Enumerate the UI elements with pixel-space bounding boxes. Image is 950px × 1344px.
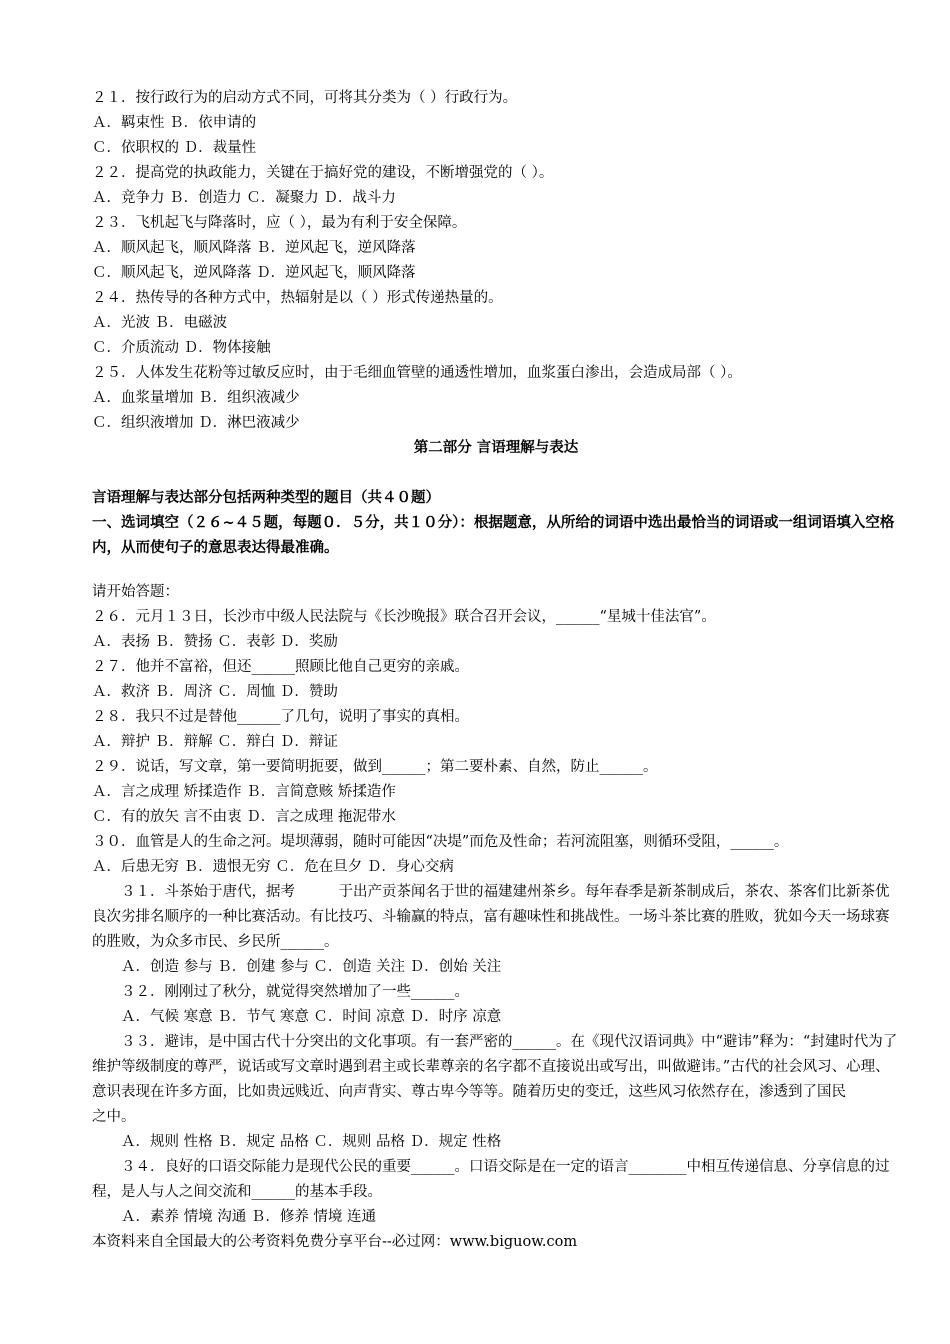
question-line: ２７．他并不富裕，但还______照顾比他自己更穷的亲戚。 bbox=[92, 659, 469, 675]
question-34: ３４．良好的口语交际能力是现代公民的重要______。口语交际是在一定的语言________中相互传递信息、分享信息的过程，是人与人之间交流和______的基本手段。 bbox=[92, 1159, 890, 1200]
question-31: ３１．斗茶始于唐代，据考 于出产贡茶闻名于世的福建建州茶乡。每年春季是新茶制成后，茶农、茶客们比新茶优良次劣排名顺序的一种比赛活动。有比技巧、斗输赢的特点，富有趣味性和挑战性。一场斗茶比赛的胜败，犹如今天一场球赛的胜败，为众多市民、乡民所______。 bbox=[92, 884, 890, 950]
questions-21-25 bbox=[92, 86, 900, 436]
option-line: Ａ．表扬 Ｂ．赞扬 Ｃ．表彰 Ｄ．奖励 bbox=[92, 634, 338, 650]
option-line: Ａ．羁束性 Ｂ．依申请的 bbox=[92, 115, 257, 131]
option-line: Ｃ．组织液增加 Ｄ．淋巴液减少 bbox=[92, 415, 300, 431]
question-line: ３０．血管是人的生命之河。堤坝薄弱，随时可能因“决堤”而危及性命；若河流阻塞，则循环受阻，______。 bbox=[92, 834, 789, 850]
question-line: ２８．我只不过是替他______了几句，说明了事实的真相。 bbox=[92, 709, 469, 725]
questions-26-30 bbox=[92, 605, 900, 880]
question-line: ２２．提高党的执政能力，关键在于搞好党的建设，不断增强党的（ ）。 bbox=[92, 165, 554, 181]
option-line: Ａ．血浆量增加 Ｂ．组织液减少 bbox=[92, 390, 300, 406]
question-line: ２１．按行政行为的启动方式不同，可将其分类为（ ）行政行为。 bbox=[92, 90, 518, 106]
question-line: ２３．飞机起飞与降落时，应（ ），最为有利于安全保障。 bbox=[92, 215, 467, 231]
option-line: Ａ．竞争力 Ｂ．创造力 Ｃ．凝聚力 Ｄ．战斗力 bbox=[92, 190, 396, 206]
question-line: ２４．热传导的各种方式中，热辐射是以（ ）形式传递热量的。 bbox=[92, 290, 503, 306]
option-line: Ａ．后患无穷 Ｂ．遗恨无穷 Ｃ．危在旦夕 Ｄ．身心交病 bbox=[92, 859, 454, 875]
document-page bbox=[92, 86, 900, 1255]
question-line: ２５．人体发生花粉等过敏反应时，由于毛细血管壁的通透性增加，血浆蛋白渗出，会造成局部（ ）。 bbox=[92, 365, 742, 381]
footer-source: 本资料来自全国最大的公考资料免费分享平台--必过网：www.biguow.com bbox=[92, 1234, 578, 1250]
option-line: Ｃ．有的放矢 言不由衷 Ｄ．言之成理 拖泥带水 bbox=[92, 809, 396, 825]
question-31-options: Ａ．创造 参与 Ｂ．创建 参与 Ｃ．创造 关注 Ｄ．创始 关注 bbox=[121, 959, 502, 975]
question-32: ３２．刚刚过了秋分，就觉得突然增加了一些______。 bbox=[121, 984, 469, 1000]
section-intro: 言语理解与表达部分包括两种类型的题目（共４０题） bbox=[92, 490, 440, 506]
option-line: Ａ．辩护 Ｂ．辩解 Ｃ．辩白 Ｄ．辩证 bbox=[92, 734, 338, 750]
question-33: ３３．避讳，是中国古代十分突出的文化事项。有一套严密的______。在《现代汉语词典》中“避讳”释为：“封建时代为了维护等级制度的尊严，说话或写文章时遇到君主或长辈尊亲的名字都不直接说出或写出，叫做避讳。”古代的社会风习、心理、意识表现在许多方面，比如贵远贱近、向声背实、尊古卑今等等。随着历史的变迁，这些风习依然存在，渗透到了国民 之中。 bbox=[92, 1034, 898, 1125]
question-line: ２９．说话，写文章，第一要简明扼要，做到______；第二要朴素、自然，防止______。 bbox=[92, 759, 658, 775]
option-line: Ｃ．依职权的 Ｄ．裁量性 bbox=[92, 140, 257, 156]
question-line: ２６．元月１３日，长沙市中级人民法院与《长沙晚报》联合召开会议，______“星城十佳法官”。 bbox=[92, 609, 716, 625]
option-line: Ｃ．顺风起飞，逆风降落 Ｄ．逆风起飞，顺风降落 bbox=[92, 265, 416, 281]
section-instruction: 一、选词填空（２６~４５题，每题０．５分，共１０分）：根据题意，从所给的词语中选出最恰当的词语或一组词语填入空格内，从而使句子的意思表达得最准确。 bbox=[92, 515, 895, 556]
option-line: Ａ．光波 Ｂ．电磁波 bbox=[92, 315, 228, 331]
question-33-options: Ａ．规则 性格 Ｂ．规定 品格 Ｃ．规则 品格 Ｄ．规定 性格 bbox=[121, 1134, 502, 1150]
start-prompt: 请开始答题： bbox=[92, 584, 179, 600]
section-title: 第二部分 言语理解与表达 bbox=[413, 440, 579, 456]
option-line: Ａ．顺风起飞，顺风降落 Ｂ．逆风起飞，逆风降落 bbox=[92, 240, 416, 256]
option-line: Ａ．救济 Ｂ．周济 Ｃ．周恤 Ｄ．赞助 bbox=[92, 684, 338, 700]
option-line: Ｃ．介质流动 Ｄ．物体接触 bbox=[92, 340, 271, 356]
option-line: Ａ．言之成理 矫揉造作 Ｂ．言简意赅 矫揉造作 bbox=[92, 784, 396, 800]
question-34-options: Ａ．素养 情境 沟通 Ｂ．修养 情境 连通 bbox=[121, 1209, 377, 1225]
question-32-options: Ａ．气候 寒意 Ｂ．节气 寒意 Ｃ．时间 凉意 Ｄ．时序 凉意 bbox=[121, 1009, 502, 1025]
